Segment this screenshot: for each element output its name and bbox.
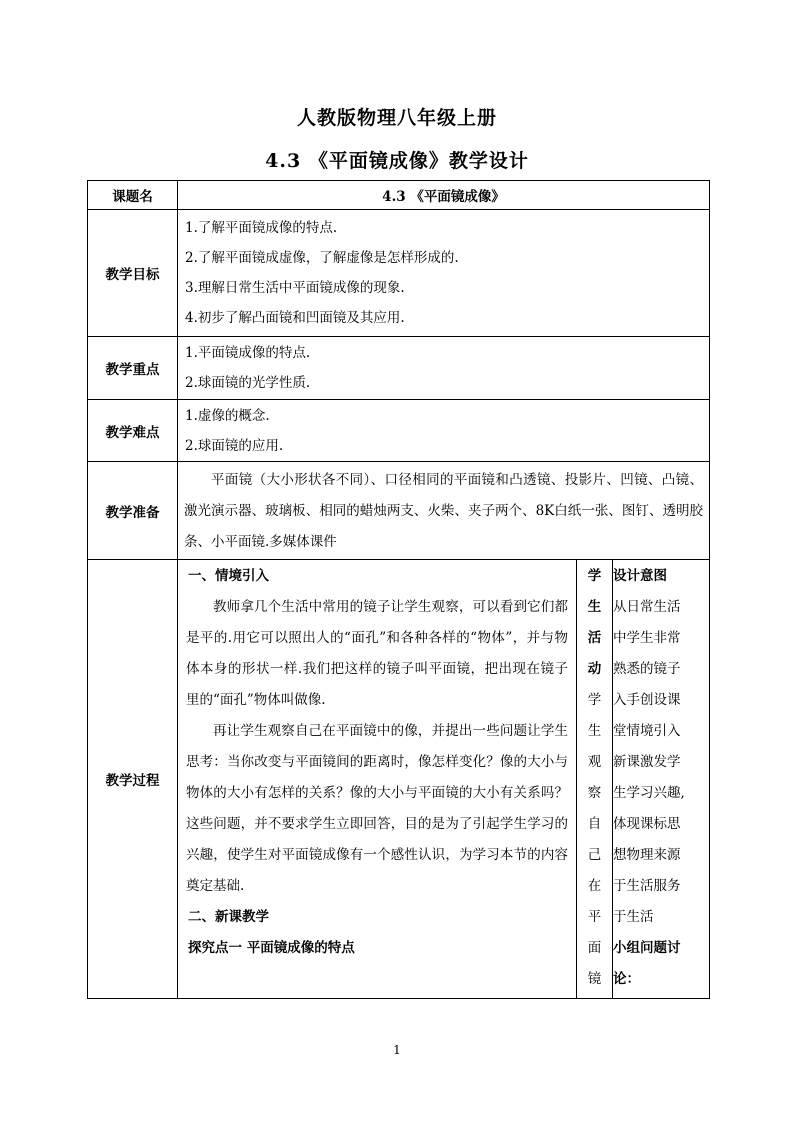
design-intent-title: 设计意图: [613, 568, 667, 584]
row-difficult-points: [88, 400, 710, 462]
activity-char: 镜: [587, 971, 602, 987]
design-intent-line: 生学习兴趣,: [613, 785, 685, 801]
key-point-item: 2.球面镜的光学性质.: [185, 375, 311, 391]
activity-char: 察: [587, 785, 602, 801]
activity-char: 自: [587, 816, 602, 832]
activity-char: 活: [587, 630, 602, 646]
design-intent-line: 想物理来源: [613, 847, 681, 863]
preparation-cell: [178, 462, 710, 560]
design-intent-line: 堂情境引入: [613, 723, 681, 739]
design-intent-line: 入手创设课: [613, 692, 681, 708]
difficult-point-item: 1.虚像的概念.: [185, 408, 270, 424]
activity-char: 生: [587, 723, 602, 739]
design-intent-column: [613, 560, 710, 999]
goal-item: 3.理解日常生活中平面镜成像的现象.: [185, 280, 405, 296]
activity-char: 学: [587, 692, 602, 708]
difficult-point-item: 2.球面镜的应用.: [185, 438, 284, 454]
row-preparation: [88, 462, 710, 560]
activity-char: 面: [587, 940, 602, 956]
design-intent-line: 熟悉的镜子: [613, 661, 681, 677]
activity-char: 平: [587, 909, 602, 925]
document-title: 人教版物理八年级上册: [296, 107, 497, 129]
activity-char: 在: [587, 878, 602, 894]
activity-char: 学: [587, 568, 602, 584]
subsection-title: 探究点一 平面镜成像的特点: [188, 940, 355, 956]
activity-char: 己: [587, 847, 602, 863]
topic-label: 课题名: [88, 181, 178, 210]
section-new-lesson-title: 二、新课教学: [188, 909, 269, 925]
row-process: [88, 560, 710, 999]
design-intent-line: 中学生非常: [613, 630, 681, 646]
row-topic: [88, 181, 710, 210]
document-subtitle: 4.3 《平面镜成像》教学设计: [265, 150, 529, 172]
page-number: 1: [393, 1043, 401, 1057]
key-points-cell: [178, 337, 710, 400]
goals-cell: [178, 210, 710, 337]
student-activity-column: [577, 560, 613, 999]
design-intent-line: 于生活服务: [613, 878, 681, 894]
lesson-plan-table: [87, 180, 710, 999]
design-intent-line: 于生活: [613, 909, 654, 925]
key-points-label: 教学重点: [88, 337, 178, 400]
difficult-points-label: 教学难点: [88, 400, 178, 462]
difficult-points-cell: [178, 400, 710, 462]
row-goals: [88, 210, 710, 337]
key-point-item: 1.平面镜成像的特点.: [185, 345, 311, 361]
row-key-points: [88, 337, 710, 400]
activity-char: 观: [587, 754, 602, 770]
activity-char: 生: [587, 599, 602, 615]
goal-item: 2.了解平面镜成虚像，了解虚像是怎样形成的.: [185, 250, 459, 266]
preparation-text: 平面镜（大小形状各不同）、口径相同的平面镜和凸透镜、投影片、凹镜、凸镜、激光演示器、玻璃板、相同的蜡烛两支、火柴、夹子两个、8K白纸一张、图钉、透明胶条、小平面镜.多媒体课件: [184, 472, 704, 550]
process-label: 教学过程: [88, 560, 178, 999]
intro-paragraph-1: 教师拿几个生活中常用的镜子让学生观察，可以看到它们都是平的.用它可以照出人的“面孔”和各种各样的“物体”，并与物体本身的形状一样.我们把这样的镜子叫平面镜，把出现在镜子里的“面孔”物体叫做像.: [186, 599, 568, 708]
process-cell: [178, 560, 577, 999]
group-discussion-line: 小组问题讨: [613, 940, 681, 956]
intro-paragraph-2: 再让学生观察自己在平面镜中的像，并提出一些问题让学生思考：当你改变与平面镜间的距离时，像怎样变化？像的大小与物体的大小有怎样的关系？像的大小与平面镜的大小有关系吗？这些问题，并不要求学生立即回答，目的是为了引起学生学习的兴趣，使学生对平面镜成像有一个感性认识，为学习本节的内容奠定基础.: [186, 723, 568, 894]
design-intent-line: 从日常生活: [613, 599, 681, 615]
design-intent-line: 体现课标思: [613, 816, 681, 832]
goal-item: 1.了解平面镜成像的特点.: [185, 220, 338, 236]
goal-item: 4.初步了解凸面镜和凹面镜及其应用.: [185, 310, 405, 326]
section-intro-title: 一、情境引入: [188, 568, 269, 584]
design-intent-line: 新课激发学: [613, 754, 681, 770]
preparation-label: 教学准备: [88, 462, 178, 560]
topic-value: 4.3 《平面镜成像》: [178, 181, 710, 210]
activity-char: 动: [587, 661, 602, 677]
group-discussion-line: 论：: [613, 971, 640, 987]
goals-label: 教学目标: [88, 210, 178, 337]
